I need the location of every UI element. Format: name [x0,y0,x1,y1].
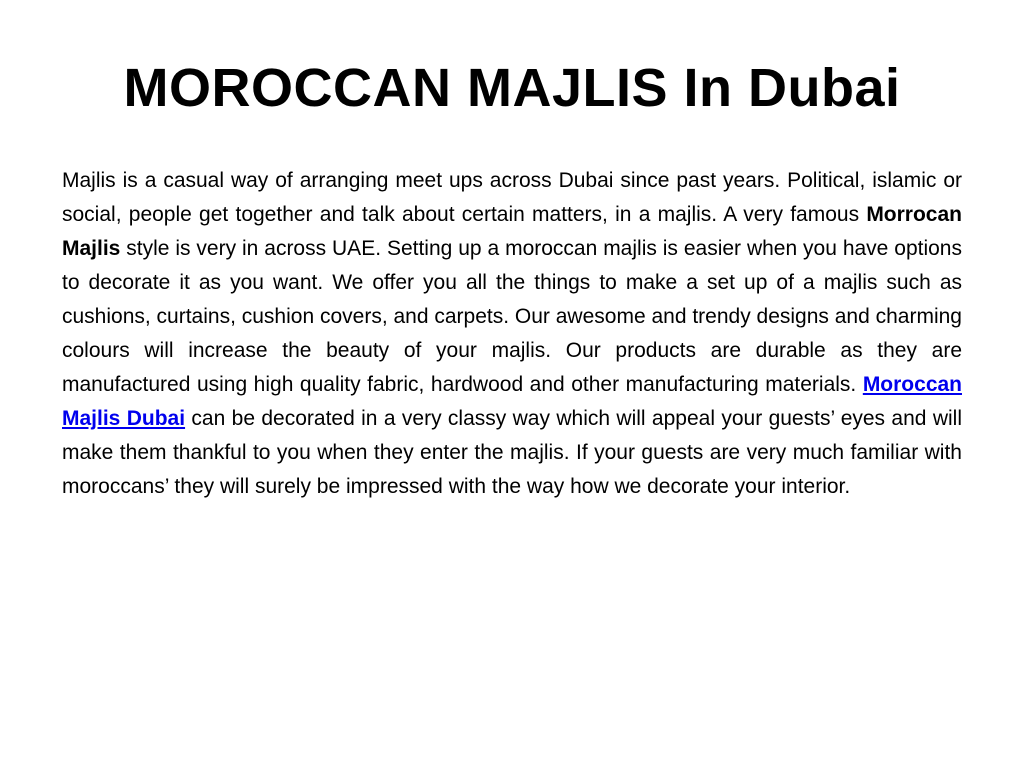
body-paragraph [62,164,962,504]
bold-term-morrocan-majlis: Morrocan Majlis [62,203,962,260]
moroccan-majlis-dubai-link[interactable]: Moroccan Majlis Dubai [62,373,962,430]
body-text-part-3: can be decorated in a very classy way which will appeal your guests’ eyes and will make them thankful to you when they enter the majlis. If your guests are very much familiar with moroccans’ they will surely be impressed with the way how we decorate your interior. [62,407,962,498]
body-text-part-2: style is very in across UAE. Setting up a moroccan majlis is easier when you have options to decorate it as you want. We offer you all the things to make a set up of a majlis such as cushions, curtains, cushion covers, and carpets. Our awesome and trendy designs and charming colours will increase the beauty of your majlis. Our products are durable as they are manufactured using high quality fabric, hardwood and other manufacturing materials. [62,237,962,396]
body-text-part-1: Majlis is a casual way of arranging meet ups across Dubai since past years. Political, islamic or social, people get together and talk about certain matters, in a majlis. A very famous [62,169,962,226]
slide-title: MOROCCAN MAJLIS In Dubai [123,58,901,118]
